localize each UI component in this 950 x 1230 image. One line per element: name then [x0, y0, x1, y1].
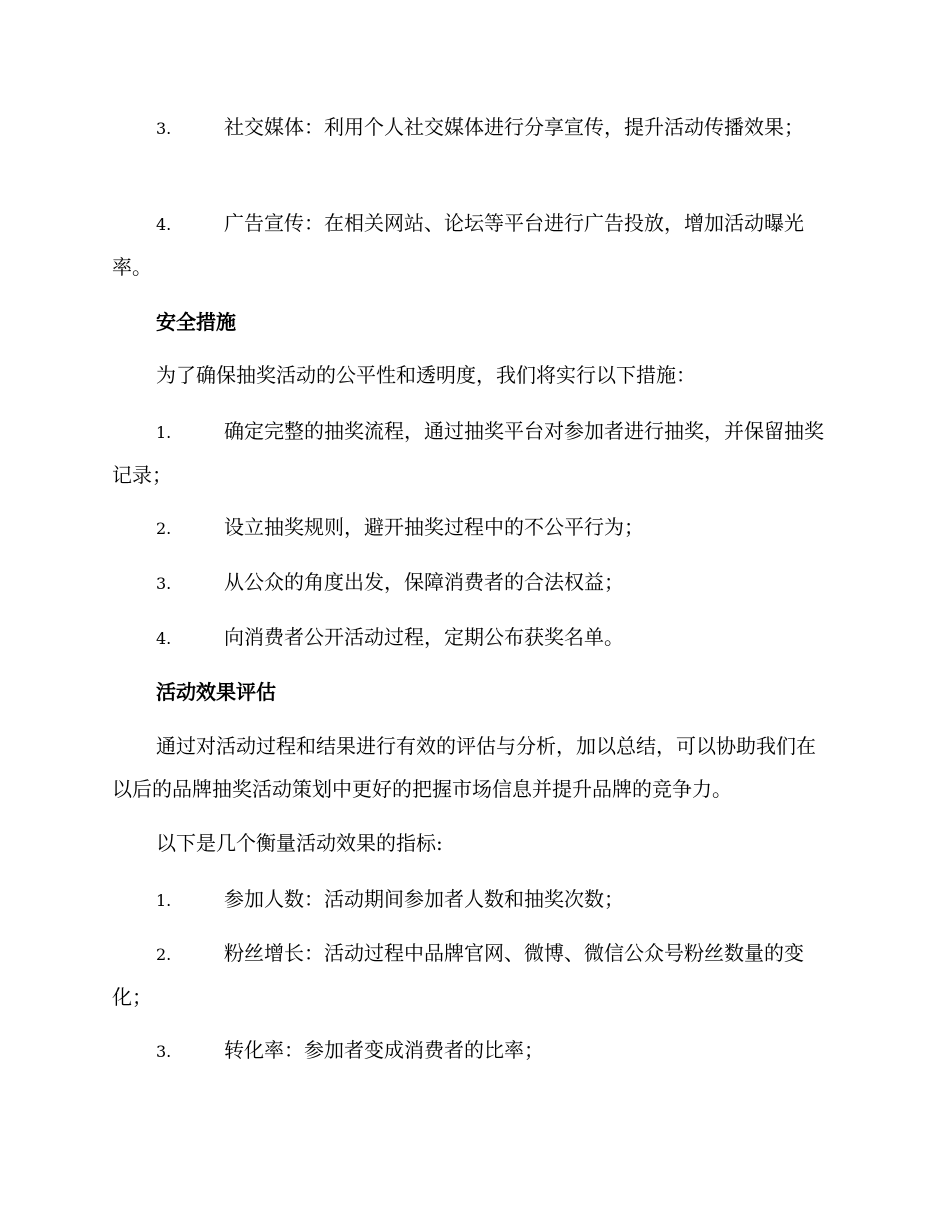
list-item-number: 3.	[156, 574, 172, 593]
list-item-text: 向消费者公开活动过程，定期公布获奖名单。	[224, 625, 624, 649]
list-item-number: 2.	[156, 945, 172, 964]
list-item-number: 2.	[156, 519, 172, 538]
list-item-number: 4.	[156, 629, 172, 648]
list-item	[112, 506, 834, 550]
list-item	[112, 616, 834, 660]
list-item-text: 从公众的角度出发，保障消费者的合法权益；	[224, 570, 624, 594]
list-item	[112, 561, 834, 605]
paragraph: 通过对活动过程和结果进行有效的评估与分析，加以总结，可以协助我们在以后的品牌抽奖活动策划中更好的把握市场信息并提升品牌的竞争力。	[112, 734, 816, 801]
list-item-number: 1.	[156, 891, 172, 910]
list-item-text: 社交媒体：利用个人社交媒体进行分享宣传，提升活动传播效果；	[224, 115, 804, 139]
list-item	[112, 106, 834, 150]
list-item-number: 4.	[156, 215, 172, 234]
list-item	[112, 932, 834, 1019]
list-item	[112, 1029, 834, 1073]
list-item	[112, 202, 834, 289]
section-heading-safety: 安全措施	[156, 310, 236, 334]
section-heading-evaluation: 活动效果评估	[156, 680, 276, 704]
list-item-text: 广告宣传：在相关网站、论坛等平台进行广告投放，增加活动曝光率。	[112, 211, 804, 279]
list-item-number: 3.	[156, 1042, 172, 1061]
list-item-text: 转化率：参加者变成消费者的比率；	[224, 1038, 544, 1062]
list-item-text: 参加人数：活动期间参加者人数和抽奖次数；	[224, 887, 624, 911]
list-item-text: 设立抽奖规则，避开抽奖过程中的不公平行为；	[224, 515, 644, 539]
paragraph: 以下是几个衡量活动效果的指标:	[156, 831, 443, 855]
list-item-text: 粉丝增长：活动过程中品牌官网、微博、微信公众号粉丝数量的变化；	[112, 941, 804, 1009]
list-item-text: 确定完整的抽奖流程，通过抽奖平台对参加者进行抽奖，并保留抽奖记录；	[112, 419, 824, 487]
list-item-number: 1.	[156, 423, 172, 442]
list-item	[112, 410, 834, 497]
list-item	[112, 878, 834, 922]
paragraph: 为了确保抽奖活动的公平性和透明度，我们将实行以下措施：	[156, 363, 696, 387]
list-item-number: 3.	[156, 119, 172, 138]
